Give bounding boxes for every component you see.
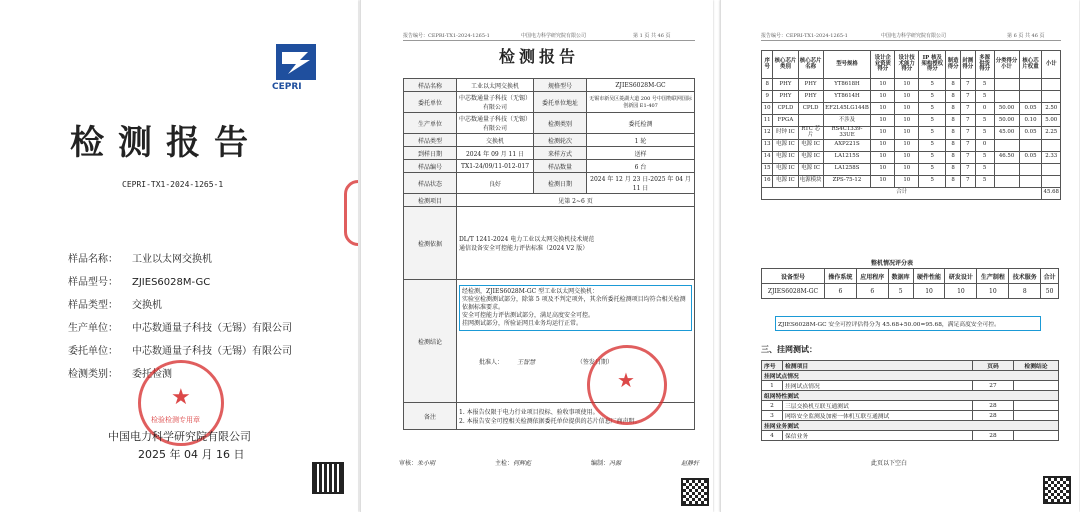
header-report-no: 报告编号：CEPRI-TX1-2024-1265-1 (761, 33, 848, 39)
official-stamp-2 (587, 345, 667, 425)
issue-date: 2025 年 04 月 16 日 (138, 448, 245, 461)
header-page-no: 第 1 页 共 46 页 (633, 33, 671, 39)
table-header-row: 序号 检测项目 页码 检测结论 (762, 361, 1059, 371)
basis-line: DL/T 1241-2024 电力工业以太网交换机技术规范 (459, 236, 595, 243)
header-org: 中国电力科学研究院有限公司 (521, 33, 587, 39)
issuing-org: 中国电力科学研究院有限公司 (108, 430, 251, 443)
table-header-row: 设备型号 操作系统 应用程序 数据库 硬件性能 研发设计 生产制程 技术服务 合计 (762, 269, 1059, 284)
cepri-logo-icon (276, 44, 316, 80)
table-row: 4 保信业务 28 (762, 431, 1059, 441)
table-row: 11 FPGA 不涉及 10 10 5 8 7 5 50.00 0.10 5.00 (762, 115, 1061, 127)
total-value: 45.68 (1042, 187, 1061, 199)
basis-line: 通信设备安全可控能力评估标准（2024 V2 版） (459, 245, 589, 252)
table-row: 备注 1. 本报告仅限于电力行业项目投标、验收事项使用。 2. 本报告安全可控相关检测依据委托单位提供的芯片信息厂商声明。 (404, 403, 695, 430)
table-row: 检测依据 DL/T 1241-2024 电力工业以太网交换机技术规范 通信设备安全可控能力评估标准（2024 V2 版） (404, 207, 695, 280)
header-divider (761, 40, 1061, 41)
group-row: 挂网试点情况 (762, 371, 1059, 381)
signature-footer: 审核：朱小明 主检：何辉彪 编制：冯源 赵静轩 (399, 460, 699, 467)
table-row: 到样日期 2024 年 09 月 11 日 来样方式 送样 (404, 147, 695, 160)
field-row: 生产单位： 中芯数通量子科技（无锡）有限公司 (68, 323, 292, 334)
field-row: 样品名称： 工业以太网交换机 (68, 254, 212, 265)
field-row: 委托单位： 中芯数通量子科技（无锡）有限公司 (68, 346, 292, 357)
table-row: 检测项目 见第 2~6 页 (404, 194, 695, 207)
stamp-star-icon: ★ (617, 368, 635, 392)
approver-label: 批准人： (479, 359, 504, 367)
approver-signature: 王智慧 (516, 359, 535, 367)
table-row: 合计 45.68 (762, 187, 1061, 199)
conclusion-highlight: 经检测，ZJIES6028M-GC 型工业以太网交换机： 实验室检测测试部分，除第 5 项及不判定项外，其余所委托检测项目均符合相关检测依据标准要求。 安全可控能力评估测试部分，满足高度安全可控。 挂网测试部分，所验证网且业务均运行正常。 (459, 285, 692, 331)
table-row: 委托单位 中芯数通量子科技（无锡）有限公司 委托单位地址 无锡市新吴区菱湖大道 200 号中国物联网国际创新园 E1-407 (404, 92, 695, 113)
table-row: 16 电源 IC 电源模块 ZPS-75-12 10 10 5 8 7 5 (762, 175, 1061, 187)
table-row: 样品状态 良好 检测日期 2024 年 12 月 23 日-2025 年 04 月 11 日 (404, 173, 695, 194)
cover-page (0, 0, 358, 512)
end-of-page-note: 此页以下空白 (871, 460, 908, 467)
table-row: 1 挂网试点情况 27 (762, 381, 1059, 391)
header-divider (403, 40, 695, 41)
table-row: 15 电源 IC 电源 IC LA1258S 10 10 5 8 7 5 (762, 163, 1061, 175)
summary-title: 整机情况评分表 (871, 260, 914, 267)
report-page-1 (360, 0, 713, 512)
table-row: 8 PHY PHY YT8618H 10 10 5 8 7 5 (762, 79, 1061, 91)
seam-stamp (344, 180, 358, 246)
table-row: 2 三层交换机互联互通测试 28 (762, 401, 1059, 411)
summary-score-table (761, 268, 1059, 299)
field-row: 样品型号： ZJIES6028M-GC (68, 277, 211, 288)
report-page-6 (720, 0, 1079, 512)
evaluation-highlight: ZJIES6028M-GC 安全可控评估得分为 45.68+50.00=95.68，满足高度安全可控。 (775, 316, 1041, 331)
table-row: 9 PHY PHY YT8614H 10 10 5 8 7 5 (762, 91, 1061, 103)
stamp-text: 检验检测专用章 (151, 416, 200, 424)
qr-code-icon (681, 478, 709, 506)
table-row: 样品编号 TX1-24/09/11-012-017 样品数量 6 台 (404, 160, 695, 173)
group-row: 挂网业务测试 (762, 421, 1059, 431)
table-row: 13 电源 IC 电源 IC AXP221S 10 10 5 8 7 0 (762, 139, 1061, 151)
qr-code-icon (1043, 476, 1071, 504)
table-row: 样品名称 工业以太网交换机 规格型号 ZJIES6028M-GC (404, 79, 695, 92)
header-report-no: 报告编号：CEPRI-TX1-2024-1265-1 (403, 33, 490, 39)
qr-code-icon (312, 462, 344, 494)
stamp-star-icon: ★ (171, 385, 191, 410)
logo-text: CEPRI (272, 82, 302, 92)
table-row: 样品类型 交换机 检测轮次 1 轮 (404, 134, 695, 147)
header-page-no: 第 6 页 共 46 页 (1007, 33, 1045, 39)
table-row: 生产单位 中芯数通量子科技（无锡）有限公司 检测类别 委托检测 (404, 113, 695, 134)
table-header-row: 序号 核心芯片类别 核心芯片名称 型号规格 设计企业资质得分 设计技术能力得分 IP 核及架构授权得分 制造得分 封测得分 多源供货得分 分类得分小计 核心芯片权重 小计 (762, 51, 1061, 79)
field-row: 样品类型： 交换机 (68, 300, 162, 311)
report-number: CEPRI-TX1-2024-1265-1 (122, 180, 224, 189)
field-row: 检测类别： 委托检测 (68, 369, 172, 380)
header-org: 中国电力科学研究院有限公司 (881, 33, 947, 39)
table-row: 14 电源 IC 电源 IC LA1215S 10 10 5 8 7 5 46.50 0.05 2.33 (762, 151, 1061, 163)
group-row: 组网特性测试 (762, 391, 1059, 401)
report-title: 检测报告 (499, 47, 580, 66)
issue-date-label: （签发日期） (576, 359, 613, 367)
network-test-table (761, 360, 1059, 441)
section-title: 三、挂网测试： (761, 344, 817, 354)
table-row: 12 时钟 IC RTC 芯片 RS4C1339-33UE 10 10 5 8 7 5 45.00 0.05 2.25 (762, 127, 1061, 140)
table-row: 检测结论 经检测，ZJIES6028M-GC 型工业以太网交换机： 实验室检测测试部分，除第 5 项及不判定项外，其余所委托检测项目均符合相关检测依据标准要求。 安全可控能力评估测试部分，满足高度安全可控。 挂网测试部分，所验证网且业务均运行正常。 批准人： 王智慧 （签发日期） (404, 280, 695, 403)
chip-score-table (761, 50, 1061, 200)
table-row: 10 CPLD CPLD EF2L45LG144B 10 10 5 8 7 0 50.00 0.05 2.50 (762, 103, 1061, 115)
table-row: 3 网络安全监测及加密一体机互联互通测试 28 (762, 411, 1059, 421)
table-row: ZJIES6028M-GC 6 6 5 10 10 10 8 50 (762, 284, 1059, 299)
cover-title: 检测报告 (70, 123, 262, 163)
